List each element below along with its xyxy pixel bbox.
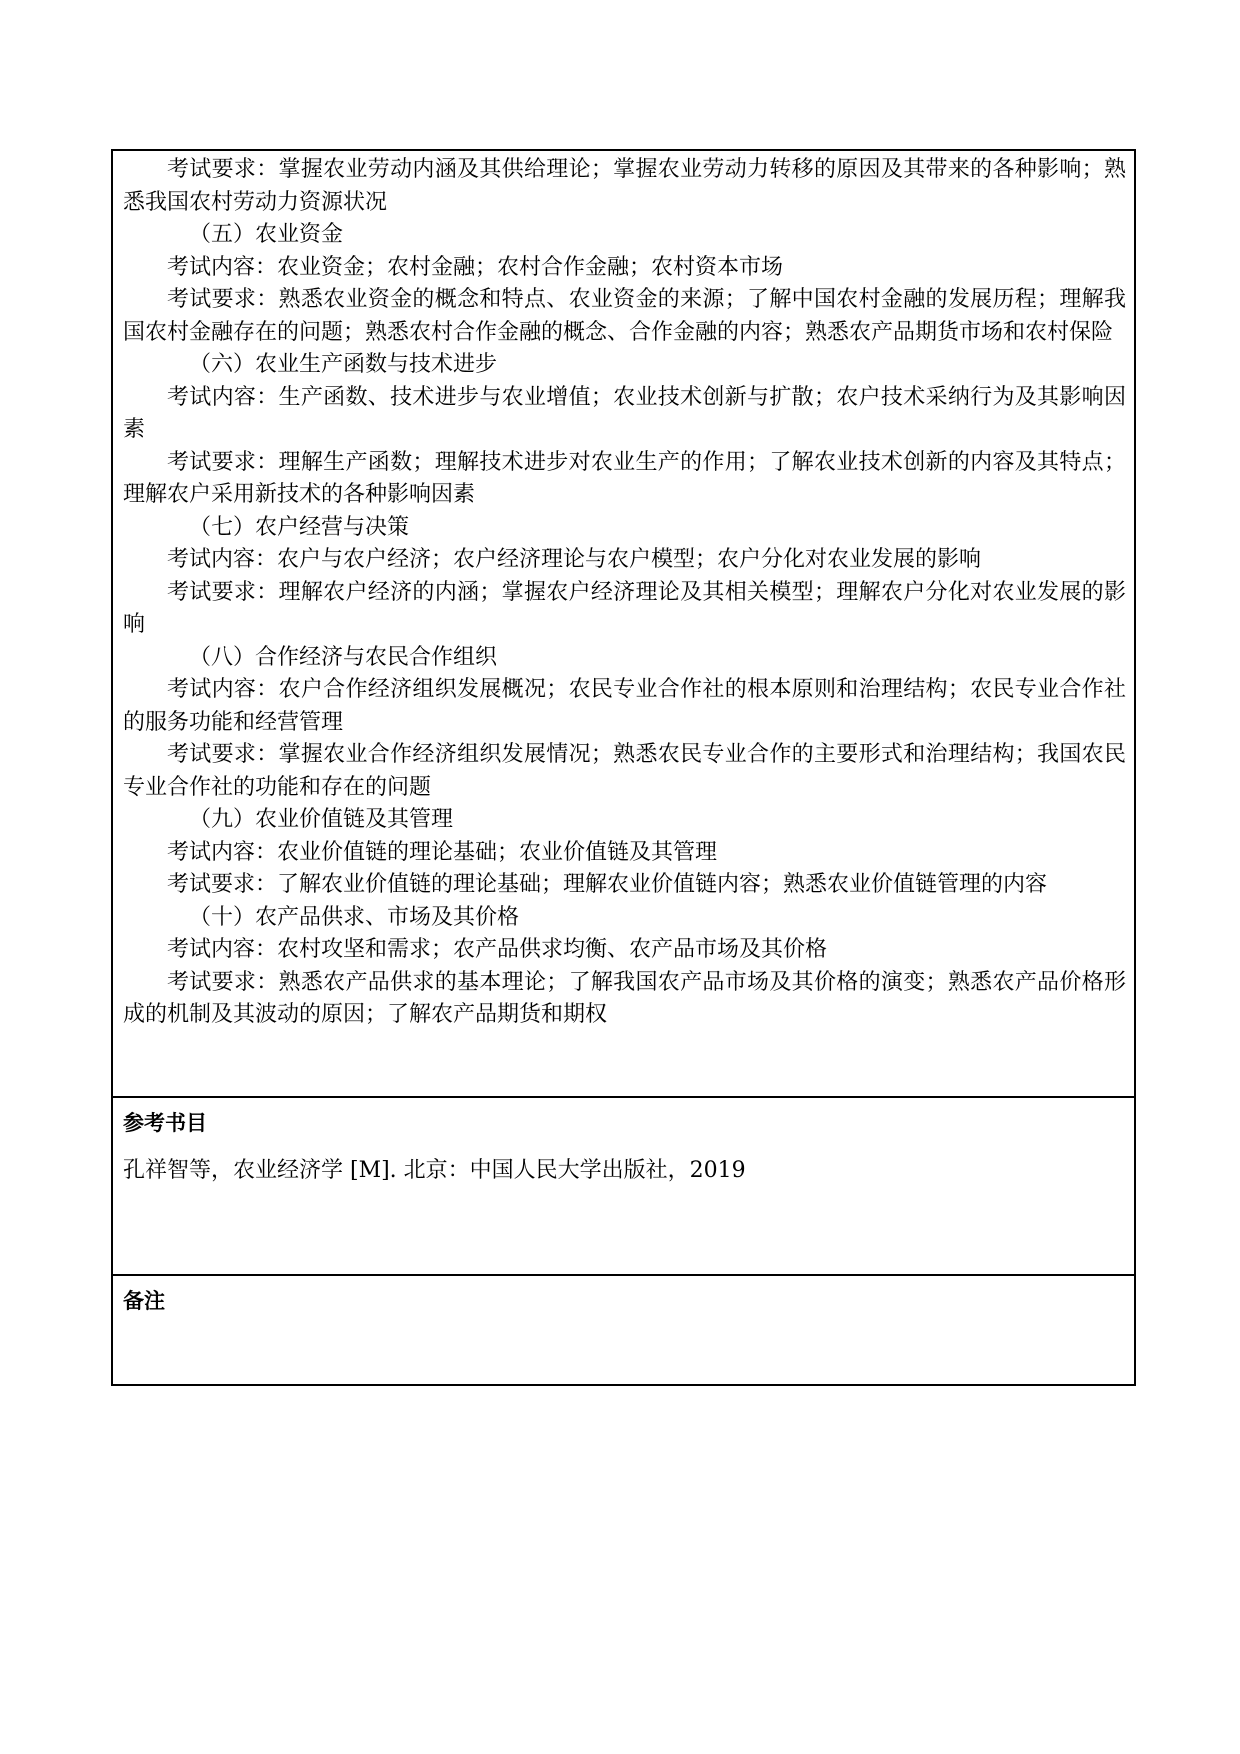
exam-content-blocks [123, 154, 1126, 1032]
section-heading: （十）农产品供求、市场及其价格 [189, 904, 520, 930]
content-paragraph: 考试内容：农村攻坚和需求；农产品供求均衡、农产品市场及其价格 [167, 937, 828, 962]
content-paragraph: 考试要求：了解农业价值链的理论基础；理解农业价值链内容；熟悉农业价值链管理的内容 [167, 872, 1048, 897]
content-paragraph: 考试要求：掌握农业劳动内涵及其供给理论；掌握农业劳动力转移的原因及其带来的各种影响；熟悉我国农村劳动力资源状况 [123, 157, 1126, 215]
section-heading: （五）农业资金 [189, 222, 344, 247]
notes-title: 备注 [123, 1289, 165, 1313]
exam-content-cell [113, 151, 1134, 1096]
content-paragraph: 考试要求：熟悉农业资金的概念和特点、农业资金的来源；了解中国农村金融的发展历程；理解我国农村金融存在的问题；熟悉农村合作金融的概念、合作金融的内容；熟悉农产品期货市场和农村保险 [123, 287, 1126, 345]
section-heading: （八）合作经济与农民合作组织 [189, 644, 498, 670]
reference-entry: 孔祥智等，农业经济学 [M]. 北京：中国人民大学出版社，2019 [123, 1158, 746, 1183]
content-paragraph: 考试要求：理解生产函数；理解技术进步对农业生产的作用；了解农业技术创新的内容及其特点；理解农户采用新技术的各种影响因素 [123, 449, 1126, 507]
content-paragraph: 考试内容：农业价值链的理论基础；农业价值链及其管理 [167, 839, 718, 865]
references-cell [113, 1096, 1134, 1274]
content-paragraph: 考试内容：农业资金；农村金融；农村合作金融；农村资本市场 [167, 254, 784, 280]
section-heading: （六）农业生产函数与技术进步 [189, 352, 498, 377]
notes-cell [113, 1274, 1134, 1384]
syllabus-table [111, 149, 1136, 1386]
content-paragraph: 考试内容：农户与农户经济；农户经济理论与农户模型；农户分化对农业发展的影响 [167, 547, 982, 572]
references-title: 参考书目 [123, 1111, 207, 1135]
content-paragraph: 考试要求：掌握农业合作经济组织发展情况；熟悉农民专业合作的主要形式和治理结构；我国农民专业合作社的功能和存在的问题 [123, 742, 1126, 800]
section-heading: （九）农业价值链及其管理 [189, 807, 454, 832]
content-paragraph: 考试内容：农户合作经济组织发展概况；农民专业合作社的根本原则和治理结构；农民专业合作社的服务功能和经营管理 [123, 677, 1126, 735]
content-paragraph: 考试要求：理解农户经济的内涵；掌握农户经济理论及其相关模型；理解农户分化对农业发展的影响 [123, 579, 1126, 637]
content-paragraph: 考试内容：生产函数、技术进步与农业增值；农业技术创新与扩散；农户技术采纳行为及其影响因素 [123, 384, 1126, 442]
content-paragraph: 考试要求：熟悉农产品供求的基本理论；了解我国农产品市场及其价格的演变；熟悉农产品价格形成的机制及其波动的原因；了解农产品期货和期权 [123, 969, 1126, 1027]
section-heading: （七）农户经营与决策 [189, 514, 410, 540]
